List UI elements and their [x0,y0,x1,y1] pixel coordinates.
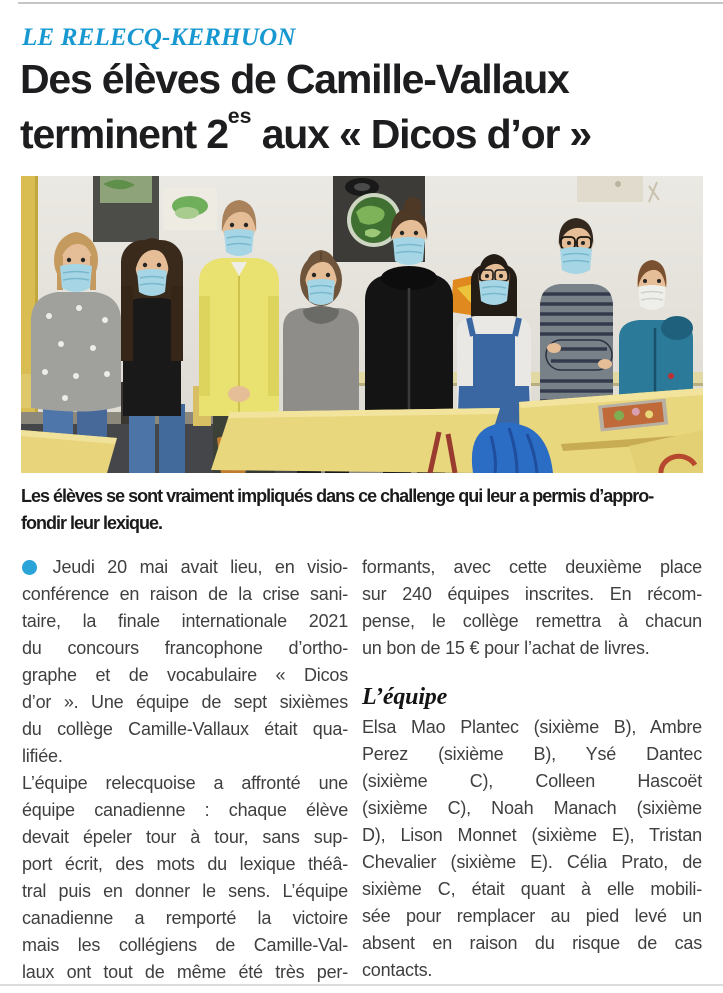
body-line: sur 240 équipes inscrites. En récom- [362,584,702,604]
bullet-icon [22,560,37,575]
photo-caption [21,483,705,537]
body-line: (sixième C), Colleen Hascoët [362,771,702,791]
body-line: sée pour remplacer au pied levé un [362,906,702,926]
body-line: un bon de 15 € pour l’achat de livres. [362,638,650,658]
body-line: Chevalier (sixième E). Célia Prato, de [362,852,702,872]
body-line: laux ont tout de même été très per- [22,962,348,982]
top-rule [18,2,723,4]
body-column-right [362,554,702,984]
body-line: d’or ». Une équipe de sept sixièmes [22,692,348,712]
paragraph [22,554,348,770]
body-line: canadienne a remporté la victoire [22,908,348,928]
headline-line2-rest: aux « Dicos d’or » [251,110,592,157]
body-line: pense, le collège remettra à chacun [362,611,702,631]
article-photo [21,176,703,473]
paragraph [362,554,702,662]
body-line: port écrit, des mots du lexique théâ- [22,854,348,874]
body-line: D), Lison Monnet (sixième E), Tristan [362,825,702,845]
body-line: contacts. [362,960,433,980]
body-line: absent en raison du risque de cas [362,933,702,953]
paragraph [22,770,348,986]
headline-line2-text: terminent 2 [20,110,228,157]
body-line: graphe et de vocabulaire « Dicos [22,665,348,685]
classroom-photo-illustration [21,176,703,473]
body-column-left [22,554,348,986]
body-line: mais les collégiens de Camille-Val- [22,935,348,955]
body-line: Jeudi 20 mai avait lieu, en visio- [22,554,348,581]
headline-line1: Des élèves de Camille-Vallaux [20,56,569,102]
caption-line: fondir leur lexique. [21,513,163,533]
caption-line: Les élèves se sont vraiment impliqués dans ce challenge qui leur a permis d’appro- [21,486,654,506]
body-line: Perez (sixième B), Ysé Dantec [362,744,702,764]
headline [20,56,710,158]
student-figure [121,238,185,473]
body-line: lifiée. [22,746,63,766]
subhead-equipe: L’équipe [362,684,448,710]
body-line: équipe canadienne : chaque élève [22,800,348,820]
headline-line2 [20,104,592,157]
body-line: formants, avec cette deuxième place [362,557,702,577]
body-line: tral puis en donner le sens. L’équipe [22,881,348,901]
kicker: LE RELECQ-KERHUON [22,24,296,51]
body-line: conférence en raison de la crise sani- [22,584,348,604]
body-line: devait épeler tour à tour, sans sup- [22,827,348,847]
body-line: taire, la finale internationale 2021 [22,611,348,631]
bottom-rule [0,984,723,986]
headline-superscript: es [227,104,252,129]
body-line: du concours francophone d’ortho- [22,638,348,658]
body-line: L’équipe relecquoise a affronté une [22,773,348,793]
paragraph [362,714,702,984]
body-line: (sixième C), Noah Manach (sixième [362,798,702,818]
body-line: Elsa Mao Plantec (sixième B), Ambre [362,717,702,737]
body-line: sixième C, était quant à elle mobili- [362,879,702,899]
body-line: du collège Camille-Vallaux était qua- [22,719,348,739]
